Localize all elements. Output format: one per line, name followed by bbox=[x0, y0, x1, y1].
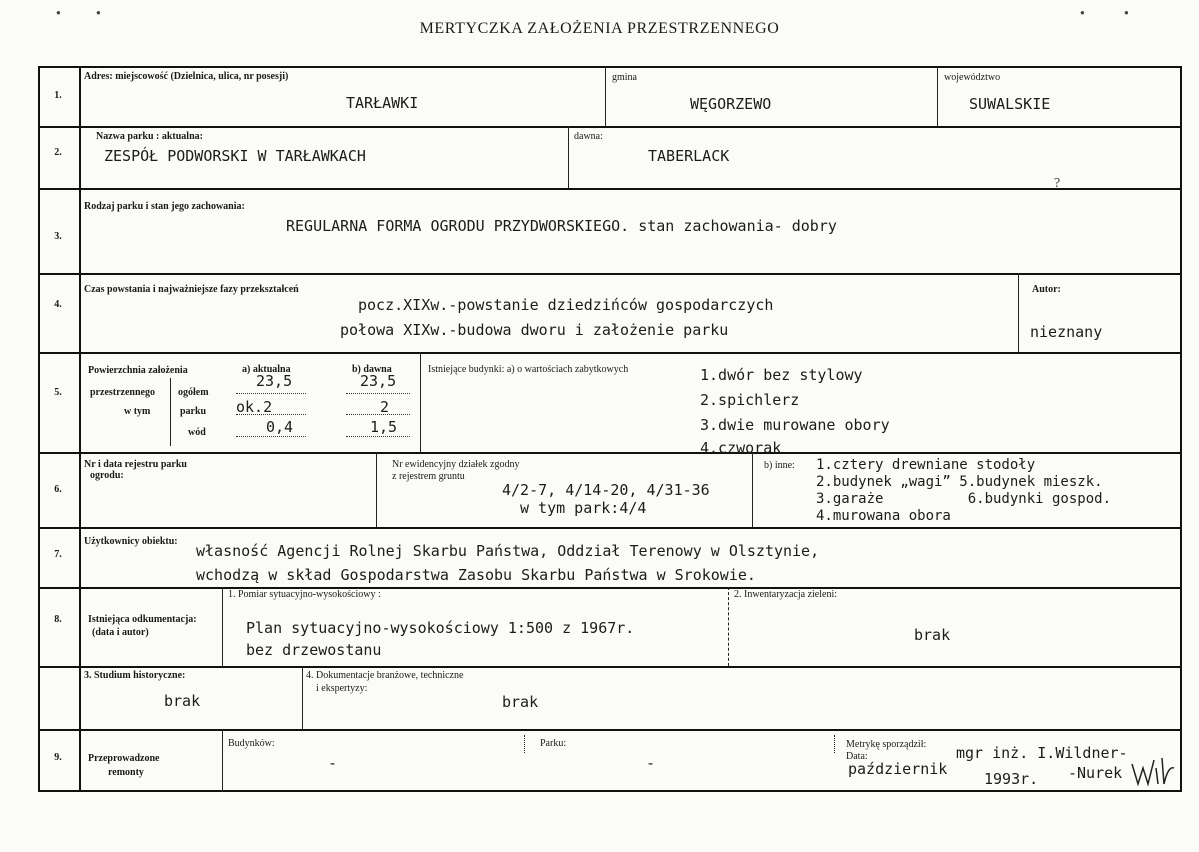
greenery-value: brak bbox=[914, 626, 951, 644]
survey-line-2: bez drzewostanu bbox=[246, 641, 382, 659]
prepared-by-label: Metrykę sporządził: bbox=[846, 739, 927, 750]
cell-divider bbox=[170, 378, 171, 446]
date-line-1: październik bbox=[848, 760, 948, 778]
cell-divider bbox=[752, 452, 753, 527]
dotted-line bbox=[346, 414, 410, 415]
other-building-2: 2.budynek „wagi” 5.budynek mieszk. bbox=[816, 474, 1103, 490]
cell-divider bbox=[222, 729, 223, 792]
date-label: Data: bbox=[846, 751, 868, 762]
building-1: 1.dwór bez stylowy bbox=[700, 366, 863, 384]
total-label: ogółem bbox=[178, 387, 209, 398]
number-column-divider bbox=[79, 66, 81, 792]
row-number: 1. bbox=[54, 90, 62, 101]
technical-docs-label: 4. Dokumentacje branżowe, techniczne bbox=[306, 670, 464, 681]
row-number: 6. bbox=[54, 484, 62, 495]
park-renovation-label: Parku: bbox=[540, 738, 567, 749]
current-total-value: 23,5 bbox=[256, 372, 293, 390]
park-name-label: Nazwa parku : aktualna: bbox=[96, 131, 203, 142]
punch-dot: ● bbox=[1124, 8, 1129, 17]
author-value: nieznany bbox=[1030, 323, 1103, 341]
signature-icon bbox=[1128, 754, 1178, 788]
buildings-renovation-value: - bbox=[328, 754, 338, 772]
row-divider bbox=[38, 452, 1182, 454]
dotted-line bbox=[236, 414, 306, 415]
row-number: 2. bbox=[54, 147, 62, 158]
author-label: Autor: bbox=[1032, 284, 1061, 295]
row-divider bbox=[38, 126, 1182, 128]
former-column-label: b) dawna bbox=[352, 364, 392, 375]
author-line-2: -Nurek bbox=[1068, 764, 1123, 782]
plot-number-label-2: z rejestrem gruntu bbox=[392, 471, 465, 482]
renovations-label: Przeprowadzone bbox=[88, 753, 160, 764]
documentation-label-2: (data i autor) bbox=[92, 627, 149, 638]
row-number: 3. bbox=[54, 231, 62, 242]
wojewodztwo-label: województwo bbox=[944, 72, 1001, 83]
handwritten-question-mark: ? bbox=[1054, 176, 1061, 191]
area-label-3: w tym bbox=[124, 406, 151, 417]
building-4: 4.czworak bbox=[700, 439, 782, 457]
park-area-label: parku bbox=[180, 406, 207, 417]
historical-study-value: brak bbox=[164, 692, 201, 710]
other-building-3: 3.garaże 6.budynki gospod. bbox=[816, 491, 1112, 507]
current-water-value: 0,4 bbox=[266, 418, 294, 436]
address-label: Adres: miejscowość (Dzielnica, ulica, nr posesji) bbox=[84, 71, 289, 82]
row-number: 5. bbox=[54, 387, 62, 398]
row-divider bbox=[38, 666, 1182, 668]
park-type-value: REGULARNA FORMA OGRODU PRZYDWORSKIEGO. stan zachowania- dobry bbox=[286, 217, 837, 235]
dotted-line bbox=[236, 436, 306, 437]
building-3: 3.dwie murowane obory bbox=[700, 416, 890, 434]
survey-label: 1. Pomiar sytuacyjno-wysokościowy : bbox=[228, 589, 381, 600]
buildings-renovation-label: Budynków: bbox=[228, 738, 275, 749]
old-name-label: dawna: bbox=[574, 131, 603, 142]
greenery-label: 2. Inwentaryzacja zieleni: bbox=[734, 589, 837, 600]
row-divider bbox=[38, 352, 1182, 354]
technical-docs-label-2: i ekspertyzy: bbox=[316, 683, 368, 694]
historical-study-label: 3. Studium historyczne: bbox=[84, 670, 186, 681]
cell-divider bbox=[605, 66, 606, 126]
history-label: Czas powstania i najważniejsze fazy przekształceń bbox=[84, 284, 299, 295]
cell-divider bbox=[376, 452, 377, 527]
row-number: 7. bbox=[54, 549, 62, 560]
buildings-label: Istniejące budynki: a) o wartościach zabytkowych bbox=[428, 364, 629, 375]
old-name-value: TABERLACK bbox=[648, 147, 730, 165]
plot-number-label: Nr ewidencyjny działek zgodny bbox=[392, 459, 520, 470]
author-line-1: mgr inż. I.Wildner- bbox=[956, 744, 1128, 762]
gmina-label: gmina bbox=[612, 72, 637, 83]
row-divider bbox=[38, 273, 1182, 275]
date-line-2: 1993r. bbox=[984, 770, 1039, 788]
park-name-value: ZESPÓŁ PODWORSKI W TARŁAWKACH bbox=[104, 147, 366, 165]
other-buildings-label: b) inne: bbox=[764, 460, 795, 471]
owners-line-1: własność Agencji Rolnej Skarbu Państwa, Oddział Terenowy w Olsztynie, bbox=[196, 542, 820, 560]
park-renovation-value: - bbox=[646, 754, 656, 772]
cell-divider bbox=[302, 666, 303, 729]
cell-divider bbox=[728, 587, 729, 666]
cell-divider bbox=[1018, 273, 1019, 352]
row-number: 4. bbox=[54, 299, 62, 310]
survey-line-1: Plan sytuacyjno-wysokościowy 1:500 z 1967r. bbox=[246, 619, 635, 637]
park-type-label: Rodzaj parku i stan jego zachowania: bbox=[84, 201, 245, 212]
current-park-value: ok.2 bbox=[236, 398, 273, 416]
documentation-label: Istniejąca odkumentacja: bbox=[88, 614, 197, 625]
cell-divider bbox=[222, 587, 223, 666]
area-label: Powierzchnia założenia bbox=[88, 365, 188, 376]
current-column-label: a) aktualna bbox=[242, 364, 291, 375]
owners-line-2: wchodzą w skład Gospodarstwa Zasobu Skarbu Państwa w Srokowie. bbox=[196, 566, 756, 584]
owners-label: Użytkownicy obiektu: bbox=[84, 536, 178, 547]
page-title: MERTYCZKA ZAŁOŻENIA PRZESTRZENNEGO bbox=[419, 20, 780, 37]
cell-divider bbox=[420, 352, 421, 452]
other-building-4: 4.murowana obora bbox=[816, 508, 951, 524]
dotted-divider bbox=[834, 735, 835, 753]
history-line-1: pocz.XIXw.-powstanie dziedzińców gospodarczych bbox=[358, 296, 774, 314]
gmina-value: WĘGORZEWO bbox=[690, 95, 772, 113]
wojewodztwo-value: SUWALSKIE bbox=[969, 95, 1051, 113]
row-divider bbox=[38, 729, 1182, 731]
register-label-2: ogrodu: bbox=[90, 470, 124, 481]
punch-dot: ● bbox=[1080, 8, 1085, 17]
address-value: TARŁAWKI bbox=[346, 94, 419, 112]
other-building-1: 1.cztery drewniane stodoły bbox=[816, 457, 1036, 473]
row-divider bbox=[38, 587, 1182, 589]
form-frame bbox=[38, 66, 1182, 792]
dotted-divider bbox=[524, 735, 525, 753]
cell-divider bbox=[937, 66, 938, 126]
dotted-line bbox=[236, 393, 306, 394]
technical-docs-value: brak bbox=[502, 693, 539, 711]
dotted-line bbox=[346, 436, 410, 437]
punch-dot: ● bbox=[96, 8, 101, 17]
dotted-line bbox=[346, 393, 410, 394]
history-line-2: połowa XIXw.-budowa dworu i założenie parku bbox=[340, 321, 729, 339]
row-number: 8. bbox=[54, 614, 62, 625]
punch-dot: ● bbox=[56, 8, 61, 17]
plot-number-value: 4/2-7, 4/14-20, 4/31-36 bbox=[502, 481, 710, 499]
water-area-label: wód bbox=[188, 427, 206, 438]
building-2: 2.spichlerz bbox=[700, 391, 800, 409]
former-total-value: 23,5 bbox=[360, 372, 397, 390]
renovations-label-2: remonty bbox=[108, 767, 144, 778]
row-number: 9. bbox=[54, 752, 62, 763]
plot-park-value: w tym park:4/4 bbox=[520, 499, 647, 517]
former-water-value: 1,5 bbox=[370, 418, 398, 436]
register-label: Nr i data rejestru parku bbox=[84, 459, 187, 470]
former-park-value: 2 bbox=[380, 398, 390, 416]
area-label-2: przestrzennego bbox=[90, 387, 155, 398]
row-divider bbox=[38, 527, 1182, 529]
row-divider bbox=[38, 188, 1182, 190]
cell-divider bbox=[568, 126, 569, 188]
